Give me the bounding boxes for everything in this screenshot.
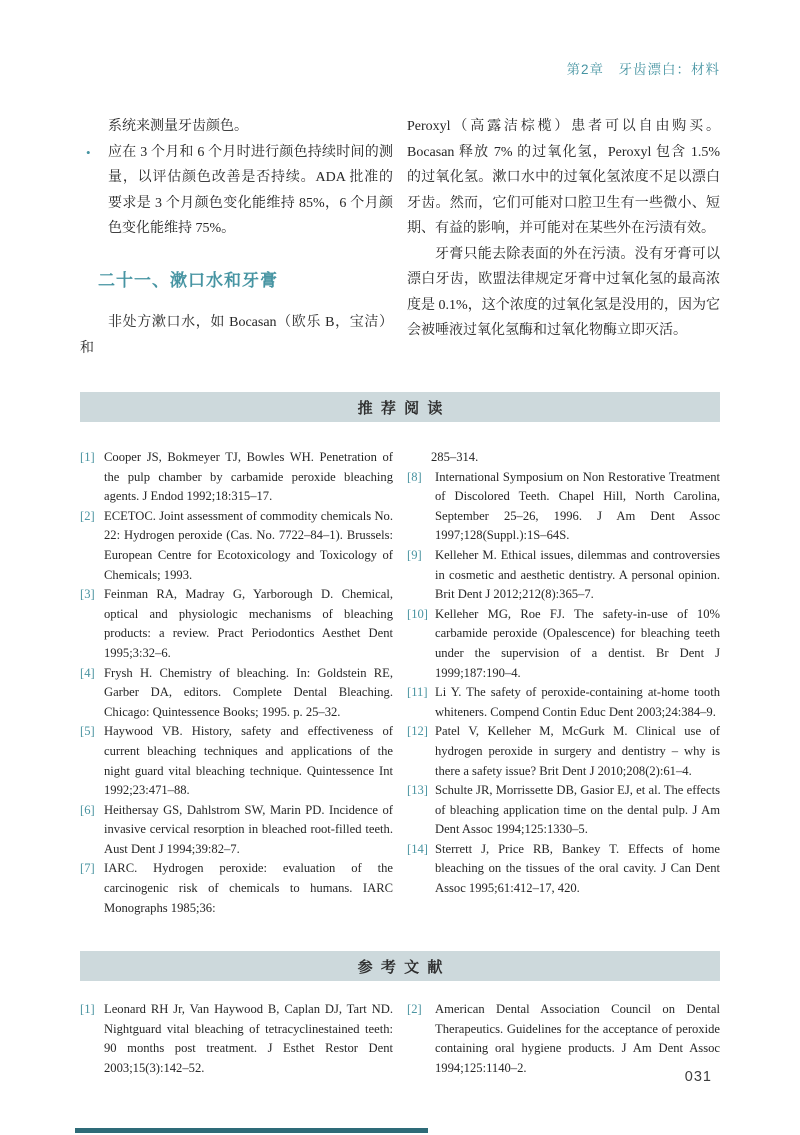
references-left-column [80,1000,393,1078]
footer-rule [75,1128,428,1133]
continuation-line: 系统来测量牙齿颜色。 [108,119,248,134]
bullet-text: 应在 3 个月和 6 个月时进行颜色持续时间的测量，以评估颜色改善是否持续。ADA 批准的要求是 3 个月颜色变化能维持 85%，6 个月颜色变化能维持 75%。 [108,144,393,236]
reference-item [80,585,393,663]
reference-text: Haywood VB. History, safety and effectiveness of current bleaching techniques and applications of the night guard vital bleaching technique. Quintessence Int 1992;23:471–88. [104,724,393,798]
reference-number: [7] [80,861,95,876]
paragraph: 牙膏只能去除表面的外在污渍。没有牙膏可以漂白牙齿，欧盟法律规定牙膏中过氧化氢的最高浓度是 0.1%，这个浓度的过氧化氢是没用的，因为它会被唾液过氧化氢酶和过氧化物酶立即灭活。 [407,246,720,338]
reference-text: Frysh H. Chemistry of bleaching. In: Goldstein RE, Garber DA, editors. Complete Dental Bleaching. Chicago: Quintessence Books; 1995. p. 25–32. [104,665,393,719]
section-heading: 二十一、漱口水和牙膏 [98,270,278,290]
reference-text: ECETOC. Joint assessment of commodity chemicals No. 22: Hydrogen peroxide (Cas. No. 7722–84–1). Brussels: European Centre for Ecotoxicology and Toxicology of Chemicals; 1993. [104,508,393,582]
references-list [80,1000,720,1078]
references-title: 参考文献 [357,959,451,976]
intro-section [80,114,720,361]
reference-text: Kelleher MG, Roe FJ. The safety-in-use of 10% carbamide peroxide (Opalescence) for bleaching teeth under the supervision of a dentist. Br Dent J 1999;187:190–4. [435,606,720,680]
reference-number: [11] [407,685,428,700]
intro-left-column [80,114,393,361]
recommended-reading-title: 推荐阅读 [357,400,451,417]
reference-item [80,1000,393,1078]
reference-number: [8] [407,469,422,484]
reference-text: Schulte JR, Morrissette DB, Gasior EJ, et al. The effects of bleaching application time on the dental pulp. J Am Dent Assoc 1994;125:1330–5. [435,783,720,837]
reference-number: [4] [80,665,95,680]
reference-text: IARC. Hydrogen peroxide: evaluation of the carcinogenic risk of chemicals to humans. IARC Monographs 1985;36: [104,861,393,915]
reference-number: [2] [407,1002,422,1017]
bullet-icon: • [86,144,91,160]
reference-text: Li Y. The safety of peroxide-containing at-home tooth whiteners. Compend Contin Educ Dent 2003;24:384–9. [435,685,720,719]
reference-number: [9] [407,547,422,562]
reading-left-column [80,448,393,918]
page-number: 031 [684,1069,712,1085]
paragraph: Peroxyl（高露洁棕榄）患者可以自由购买。Bocasan 释放 7% 的过氧化氢，Peroxyl 包含 1.5% 的过氧化氢。漱口水中的过氧化氢浓度不足以漂白牙齿。然而，它们可能对口腔卫生有一些微小、短期、有益的影响，并可能对在某些外在污渍有效。 [407,119,720,236]
reference-text: Cooper JS, Bokmeyer TJ, Bowles WH. Penetration of the pulp chamber by carbamide peroxide bleaching agents. J Endod 1992;18:315–17. [104,450,393,504]
reference-text: Leonard RH Jr, Van Haywood B, Caplan DJ, Tart ND. Nightguard vital bleaching of tetracyclinestained teeth: 90 months post treatment. J Esthet Restor Dent 2003;15(3):142–52. [104,1002,393,1076]
reference-item [407,1000,720,1078]
book-page [0,58,800,1135]
reference-item [407,722,720,781]
reference-item [80,664,393,723]
reference-item [407,546,720,605]
reference-item [80,859,393,918]
reference-item [407,683,720,722]
bullet-item [80,140,393,242]
reference-text: Sterrett J, Price RB, Bankey T. Effects of home bleaching on the tissues of the oral cavity. J Can Dent Assoc 1995;61:412–17, 420. [435,841,720,896]
reference-text: 285–314. [431,450,479,464]
running-head: 第2章 牙齿漂白：材料 [566,62,720,77]
reference-number: [13] [407,783,428,798]
references-banner [80,951,720,981]
reference-number: [12] [407,724,428,739]
paragraph: 非处方漱口水，如 Bocasan（欧乐 B，宝洁）和 [80,315,393,356]
reference-number: [10] [407,606,428,621]
reference-text: American Dental Association Council on Dental Therapeutics. Guidelines for the acceptance of peroxide containing oral hygiene products. J Am Dent Assoc 1994;125:1140–2. [435,1002,720,1076]
reference-number: [1] [80,1002,95,1017]
reference-item [407,781,720,840]
reference-number: [5] [80,724,95,739]
reference-continuation [407,448,720,468]
reference-text: International Symposium on Non Restorative Treatment of Discolored Teeth. Chapel Hill, North Carolina, September 25–26, 1996. J Am Dent Assoc 1997;128(Suppl.):1S–64S. [435,469,720,543]
reference-number: [1] [80,450,95,464]
reference-text: Heithersay GS, Dahlstrom SW, Marin PD. Incidence of invasive cervical resorption in bleached root-filled teeth. Aust Dent J 1994;39:82–7. [104,802,393,856]
intro-right-column [407,114,720,361]
reference-text: Patel V, Kelleher M, McGurk M. Clinical use of hydrogen peroxide in surgery and dentistry – why is there a safety issue? Brit Dent J 2010;208(2):61–4. [435,724,720,778]
reference-item [407,468,720,546]
reference-number: [2] [80,508,95,523]
reference-number: [6] [80,802,95,817]
reference-item [80,448,393,507]
reference-item [407,605,720,683]
reference-number: [14] [407,841,428,856]
reference-item [80,722,393,800]
reference-text: Kelleher M. Ethical issues, dilemmas and controversies in cosmetic and aesthetic dentistry. A personal opinion. Brit Dent J 2012;212(8):365–7. [435,547,720,602]
reference-item [80,507,393,585]
reference-item [407,840,720,899]
reading-right-column [407,448,720,918]
reference-text: Feinman RA, Madray G, Yarborough D. Chemical, optical and physiologic mechanisms of bleaching products: a review. Pract Periodontics Aesthet Dent 1995;3:32–6. [104,587,393,660]
recommended-reading-list [80,448,720,918]
reference-number: [3] [80,587,95,602]
reference-item [80,801,393,860]
references-right-column [407,1000,720,1078]
recommended-reading-banner [80,392,720,422]
